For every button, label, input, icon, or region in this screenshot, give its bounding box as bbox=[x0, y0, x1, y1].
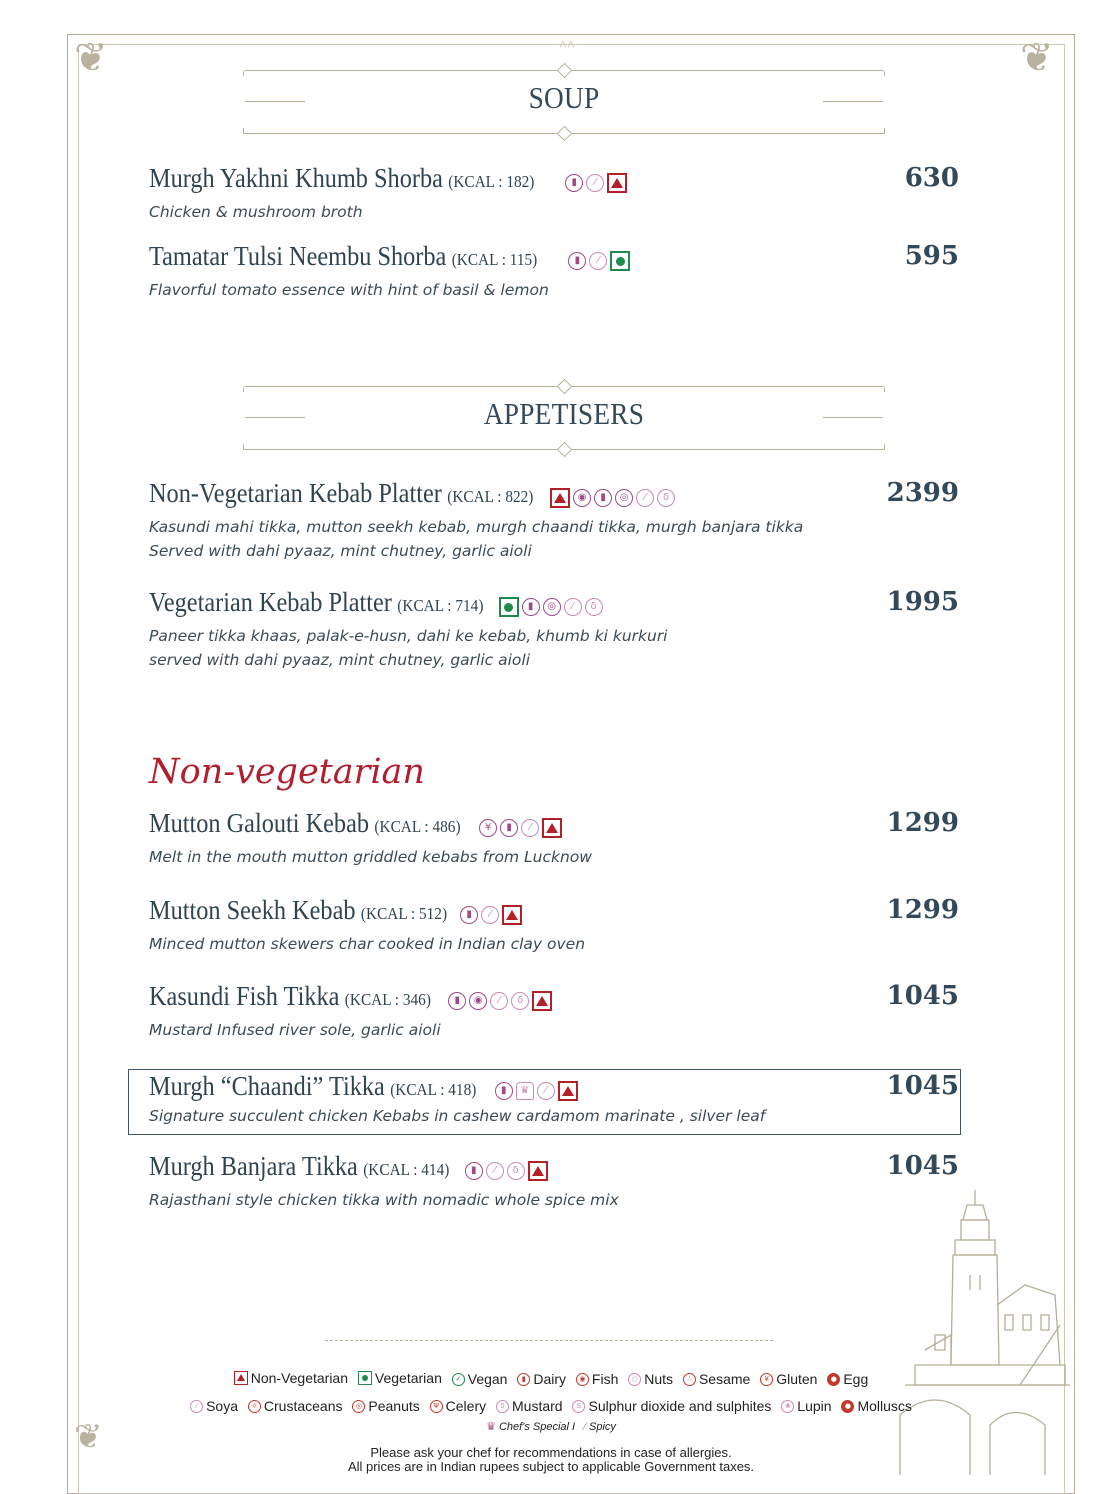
menu-item bbox=[149, 895, 959, 956]
legend-row-2: ⁄ Soya ☼ Crustaceans ◎ Peanuts Ψ Celery δ Mustard S Sulphur dioxide and sulphites ❀ Lupin ● Molluscs bbox=[0, 1395, 1102, 1414]
soya-icon: ⁄ bbox=[190, 1400, 203, 1413]
item-price: 1995 bbox=[886, 587, 959, 617]
non-veg-mark-icon bbox=[550, 488, 570, 508]
item-price: 1045 bbox=[886, 1071, 959, 1101]
item-name: Murgh Yakhni Khumb Shorba (KCAL : 182) bbox=[149, 163, 535, 193]
item-price: 1045 bbox=[886, 1151, 959, 1181]
item-price: 595 bbox=[904, 241, 959, 271]
item-price: 1299 bbox=[886, 808, 959, 838]
soya-icon: ⁄ bbox=[481, 906, 499, 924]
soya-icon: ⁄ bbox=[564, 598, 582, 616]
legend-row-3: ♛ Chef's Special I ⁄ Spicy bbox=[486, 1420, 616, 1433]
sulphur-icon: S bbox=[572, 1400, 585, 1413]
soya-icon: ⁄ bbox=[486, 1162, 504, 1180]
section-header-appetisers bbox=[243, 386, 885, 450]
egg-icon: ● bbox=[827, 1373, 840, 1386]
non-veg-mark-icon bbox=[234, 1371, 248, 1385]
footer-line-1: Please ask your chef for recommendations in case of allergies. bbox=[370, 1445, 732, 1460]
ornament-top-left-icon: ❦ bbox=[74, 35, 108, 81]
non-veg-mark-icon bbox=[558, 1081, 578, 1101]
soya-icon: ⁄ bbox=[490, 992, 508, 1010]
non-veg-mark-icon bbox=[542, 818, 562, 838]
item-name: Vegetarian Kebab Platter (KCAL : 714) bbox=[149, 587, 484, 617]
ornament-bottom-left-icon: ❦ bbox=[74, 1417, 103, 1457]
item-name: Mutton Seekh Kebab (KCAL : 512) bbox=[149, 895, 448, 925]
celery-icon: Ψ bbox=[430, 1400, 443, 1413]
dairy-icon: ▮ bbox=[594, 489, 612, 507]
item-price: 1045 bbox=[886, 981, 959, 1011]
mustard-icon: δ bbox=[657, 489, 675, 507]
soya-icon: ⁄ bbox=[586, 174, 604, 192]
veg-mark-icon bbox=[499, 597, 519, 617]
soya-icon: ⁄ bbox=[537, 1082, 555, 1100]
item-description: Chicken & mushroom broth bbox=[149, 203, 363, 221]
item-name: Murgh Banjara Tikka (KCAL : 414) bbox=[149, 1151, 450, 1181]
dairy-icon: ▮ bbox=[465, 1162, 483, 1180]
non-veg-mark-icon bbox=[502, 905, 522, 925]
footer-line-2: All prices are in Indian rupees subject to applicable Government taxes. bbox=[347, 1459, 755, 1474]
vegan-icon: ✓ bbox=[452, 1373, 465, 1386]
peanuts-icon: ◎ bbox=[352, 1400, 365, 1413]
dairy-icon: ▮ bbox=[500, 819, 518, 837]
item-name: Tamatar Tulsi Neembu Shorba (KCAL : 115) bbox=[149, 241, 538, 271]
item-name: Murgh “Chaandi” Tikka (KCAL : 418) bbox=[149, 1071, 477, 1101]
molluscs-icon: ● bbox=[841, 1400, 854, 1413]
dairy-icon: ▮ bbox=[522, 598, 540, 616]
non-veg-mark-icon bbox=[607, 173, 627, 193]
chef-hat-icon: ♛ bbox=[486, 1421, 496, 1433]
lupin-icon: ❀ bbox=[781, 1400, 794, 1413]
item-description: Kasundi mahi tikka, mutton seekh kebab, murgh chaandi tikka, murgh banjara tikka Served with dahi pyaaz, mint chutney, garlic aioli bbox=[149, 518, 804, 560]
ornament-top-center-icon: ˄˄ bbox=[559, 38, 575, 53]
mustard-icon: δ bbox=[507, 1162, 525, 1180]
ornament-top-right-icon: ❦ bbox=[1020, 35, 1054, 81]
menu-item bbox=[149, 478, 959, 563]
menu-item bbox=[149, 808, 959, 869]
dairy-icon: ▮ bbox=[495, 1082, 513, 1100]
veg-mark-icon bbox=[358, 1371, 372, 1385]
item-description: Rajasthani style chicken tikka with nomadic whole spice mix bbox=[149, 1191, 619, 1209]
item-name: Non-Vegetarian Kebab Platter (KCAL : 822) bbox=[149, 478, 534, 508]
item-price: 2399 bbox=[886, 478, 959, 508]
mustard-icon: δ bbox=[585, 598, 603, 616]
section-header-soup bbox=[243, 70, 885, 134]
section-title-non-vegetarian: Non-vegetarian bbox=[149, 752, 425, 792]
section-title: APPETISERS bbox=[483, 396, 645, 431]
item-description: Mustard Infused river sole, garlic aioli bbox=[149, 1021, 441, 1039]
spicy-icon: ⁄ bbox=[584, 1421, 586, 1433]
item-description: Flavorful tomato essence with hint of basil & lemon bbox=[149, 281, 549, 299]
section-title: SOUP bbox=[528, 80, 600, 115]
item-description: Minced mutton skewers char cooked in Indian clay oven bbox=[149, 935, 586, 953]
crustaceans-icon: ☼ bbox=[248, 1400, 261, 1413]
mustard-icon: δ bbox=[511, 992, 529, 1010]
soya-icon: ⁄ bbox=[636, 489, 654, 507]
gluten-icon: ¥ bbox=[479, 819, 497, 837]
peanuts-icon: ◎ bbox=[543, 598, 561, 616]
menu-item bbox=[149, 587, 959, 672]
item-description: Signature succulent chicken Kebabs in cashew cardamom marinate , silver leaf bbox=[149, 1107, 766, 1125]
item-name: Mutton Galouti Kebab (KCAL : 486) bbox=[149, 808, 461, 838]
mustard-icon: δ bbox=[496, 1400, 509, 1413]
non-veg-mark-icon bbox=[532, 991, 552, 1011]
item-name: Kasundi Fish Tikka (KCAL : 346) bbox=[149, 981, 431, 1011]
nuts-icon: ○ bbox=[628, 1373, 641, 1386]
item-price: 1299 bbox=[886, 895, 959, 925]
legend-divider bbox=[325, 1340, 773, 1341]
gluten-icon: ¥ bbox=[760, 1373, 773, 1386]
fish-icon: ◉ bbox=[469, 992, 487, 1010]
dairy-icon: ▮ bbox=[517, 1373, 530, 1386]
peanuts-icon: ◎ bbox=[615, 489, 633, 507]
dairy-icon: ▮ bbox=[448, 992, 466, 1010]
menu-item bbox=[149, 1071, 959, 1128]
item-price: 630 bbox=[904, 163, 959, 193]
dairy-icon: ▮ bbox=[460, 906, 478, 924]
menu-item bbox=[149, 1151, 959, 1212]
menu-item bbox=[149, 981, 959, 1042]
menu-item bbox=[149, 241, 959, 302]
item-description: Paneer tikka khaas, palak-e-husn, dahi ke kebab, khumb ki kurkuri served with dahi pyaaz, mint chutney, garlic aioli bbox=[149, 627, 668, 669]
dairy-icon: ▮ bbox=[565, 174, 583, 192]
sesame-icon: ∴ bbox=[683, 1373, 696, 1386]
menu-item bbox=[149, 163, 959, 224]
dairy-icon: ▮ bbox=[568, 252, 586, 270]
veg-mark-icon bbox=[610, 251, 630, 271]
item-description: Melt in the mouth mutton griddled kebabs from Lucknow bbox=[149, 848, 592, 866]
non-veg-mark-icon bbox=[528, 1161, 548, 1181]
legend-row-1: Non-Vegetarian Vegetarian ✓ Vegan ▮ Dairy ◉ Fish ○ Nuts ∴ Sesame ¥ Gluten ● Egg bbox=[0, 1368, 1102, 1387]
soya-icon: ⁄ bbox=[589, 252, 607, 270]
fish-icon: ◉ bbox=[576, 1373, 589, 1386]
fish-icon: ◉ bbox=[573, 489, 591, 507]
chef-special-icon: ♛ bbox=[516, 1082, 534, 1100]
soya-icon: ⁄ bbox=[521, 819, 539, 837]
